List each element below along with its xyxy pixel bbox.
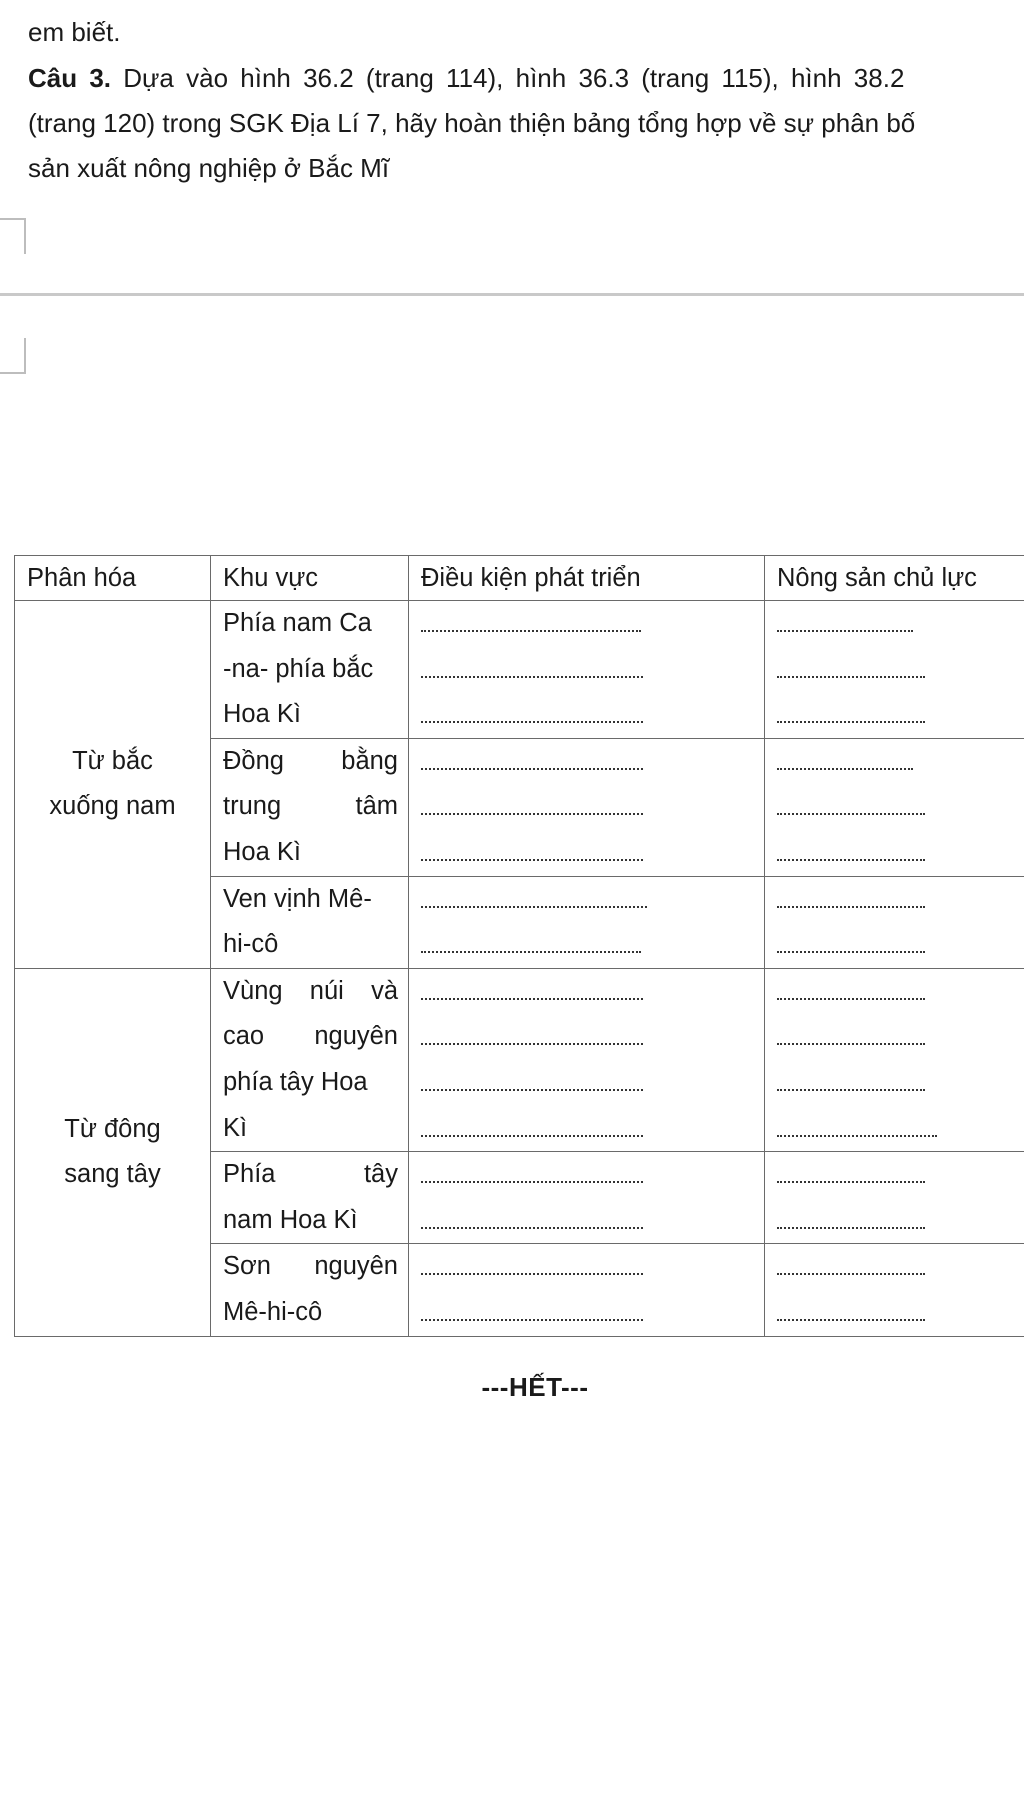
selection-handle-top[interactable] (0, 218, 26, 254)
question-line-3: sản xuất nông nghiệp ở Bắc Mĩ (28, 153, 390, 183)
region-line: Hoa Kì (223, 837, 301, 866)
header-phan-hoa: Phân hóa (15, 556, 211, 601)
fill-in-blank[interactable] (409, 692, 764, 738)
region-line (211, 1244, 408, 1290)
region-word: cao (223, 1022, 265, 1051)
fill-in-blank[interactable] (765, 601, 1024, 647)
group-label-line: sang tây (64, 1160, 161, 1189)
fill-in-blank[interactable] (409, 830, 764, 876)
fill-in-blank[interactable] (409, 1152, 764, 1198)
question-text-1: Dựa vào hình 36.2 (trang 114), hình 36.3 (trang 115), hình 38.2 (111, 63, 905, 93)
fill-in-blank[interactable] (409, 969, 764, 1015)
region-line (211, 739, 408, 785)
question-line-1 (28, 56, 904, 100)
fill-in-blank[interactable] (409, 1106, 764, 1152)
question-line-2: (trang 120) trong SGK Địa Lí 7, hãy hoàn thiện bảng tổng hợp về sự phân bố (28, 108, 916, 138)
fill-in-blank[interactable] (765, 969, 1024, 1015)
fill-in-blank[interactable] (409, 1244, 764, 1290)
condition-cell[interactable] (409, 1152, 765, 1244)
header-khu-vuc: Khu vực (211, 556, 409, 601)
header-dieu-kien: Điều kiện phát triển (409, 556, 765, 601)
end-marker: ---HẾT--- (481, 1372, 589, 1402)
fill-in-blank[interactable] (409, 784, 764, 830)
page-divider (0, 293, 1024, 296)
fill-in-blank[interactable] (765, 784, 1024, 830)
region-word: tâm (355, 792, 398, 821)
fill-in-blank[interactable] (409, 647, 764, 693)
group-label-line: Từ bắc (72, 747, 153, 776)
region-line: Hoa Kì (223, 700, 301, 729)
question-label: Câu 3. (28, 63, 112, 93)
table-row (15, 601, 1024, 739)
group-label-line: xuống nam (49, 792, 176, 821)
fill-in-blank[interactable] (409, 1198, 764, 1244)
agriculture-table (14, 555, 1024, 1337)
region-line: hi-cô (223, 930, 279, 959)
product-cell[interactable] (765, 738, 1024, 876)
region-word: và (371, 976, 398, 1005)
table-header-row (15, 556, 1024, 601)
region-cell (211, 601, 409, 739)
region-cell (211, 738, 409, 876)
header-nong-san: Nông sản chủ lực (765, 556, 1024, 601)
region-word: trung (223, 792, 282, 821)
region-line: -na- phía bắc (223, 654, 374, 683)
table-row (15, 968, 1024, 1151)
fill-in-blank[interactable] (409, 739, 764, 785)
intro-line-0: em biết. (28, 17, 121, 47)
fill-in-blank[interactable] (765, 922, 1024, 968)
region-line: Kì (223, 1113, 248, 1142)
fill-in-blank[interactable] (765, 877, 1024, 923)
fill-in-blank[interactable] (409, 1290, 764, 1336)
region-line: phía tây Hoa (223, 1067, 368, 1096)
region-word: Đồng (223, 746, 284, 775)
region-word: nguyên (314, 1252, 398, 1281)
region-cell (211, 968, 409, 1151)
fill-in-blank[interactable] (765, 830, 1024, 876)
product-cell[interactable] (765, 601, 1024, 739)
region-word: Vùng (223, 976, 283, 1005)
fill-in-blank[interactable] (409, 1014, 764, 1060)
fill-in-blank[interactable] (765, 1244, 1024, 1290)
product-cell[interactable] (765, 876, 1024, 968)
condition-cell[interactable] (409, 968, 765, 1151)
region-word: bằng (341, 746, 398, 775)
group-label-line: Từ đông (64, 1115, 161, 1144)
product-cell[interactable] (765, 968, 1024, 1151)
region-line: Phía nam Ca (223, 609, 372, 637)
region-cell (211, 1152, 409, 1244)
region-line: Ven vịnh Mê- (223, 884, 372, 913)
condition-cell[interactable] (409, 601, 765, 739)
table-body (15, 556, 1024, 1337)
product-cell[interactable] (765, 1152, 1024, 1244)
fill-in-blank[interactable] (765, 1014, 1024, 1060)
condition-cell[interactable] (409, 1244, 765, 1336)
fill-in-blank[interactable] (765, 1152, 1024, 1198)
region-line (211, 1014, 408, 1060)
condition-cell[interactable] (409, 738, 765, 876)
region-word: Sơn (223, 1252, 271, 1281)
group-cell (15, 968, 211, 1336)
fill-in-blank[interactable] (765, 1198, 1024, 1244)
region-cell (211, 876, 409, 968)
region-line (211, 784, 408, 830)
fill-in-blank[interactable] (765, 739, 1024, 785)
fill-in-blank[interactable] (765, 647, 1024, 693)
group-cell (15, 601, 211, 969)
region-word: Phía (223, 1160, 276, 1189)
region-line: nam Hoa Kì (223, 1205, 358, 1234)
fill-in-blank[interactable] (765, 692, 1024, 738)
fill-in-blank[interactable] (765, 1290, 1024, 1336)
region-line (211, 1152, 408, 1198)
region-word: tây (363, 1160, 398, 1189)
fill-in-blank[interactable] (409, 922, 764, 968)
region-word: nguyên (314, 1022, 398, 1051)
region-line (211, 969, 408, 1015)
fill-in-blank[interactable] (765, 1106, 1024, 1152)
fill-in-blank[interactable] (765, 1060, 1024, 1106)
fill-in-blank[interactable] (409, 877, 764, 923)
fill-in-blank[interactable] (409, 1060, 764, 1106)
region-cell (211, 1244, 409, 1336)
region-line: Mê-hi-cô (223, 1297, 323, 1326)
region-word: núi (309, 976, 344, 1005)
condition-cell[interactable] (409, 876, 765, 968)
fill-in-blank[interactable] (409, 601, 764, 647)
product-cell[interactable] (765, 1244, 1024, 1336)
selection-handle-bottom[interactable] (0, 338, 26, 374)
